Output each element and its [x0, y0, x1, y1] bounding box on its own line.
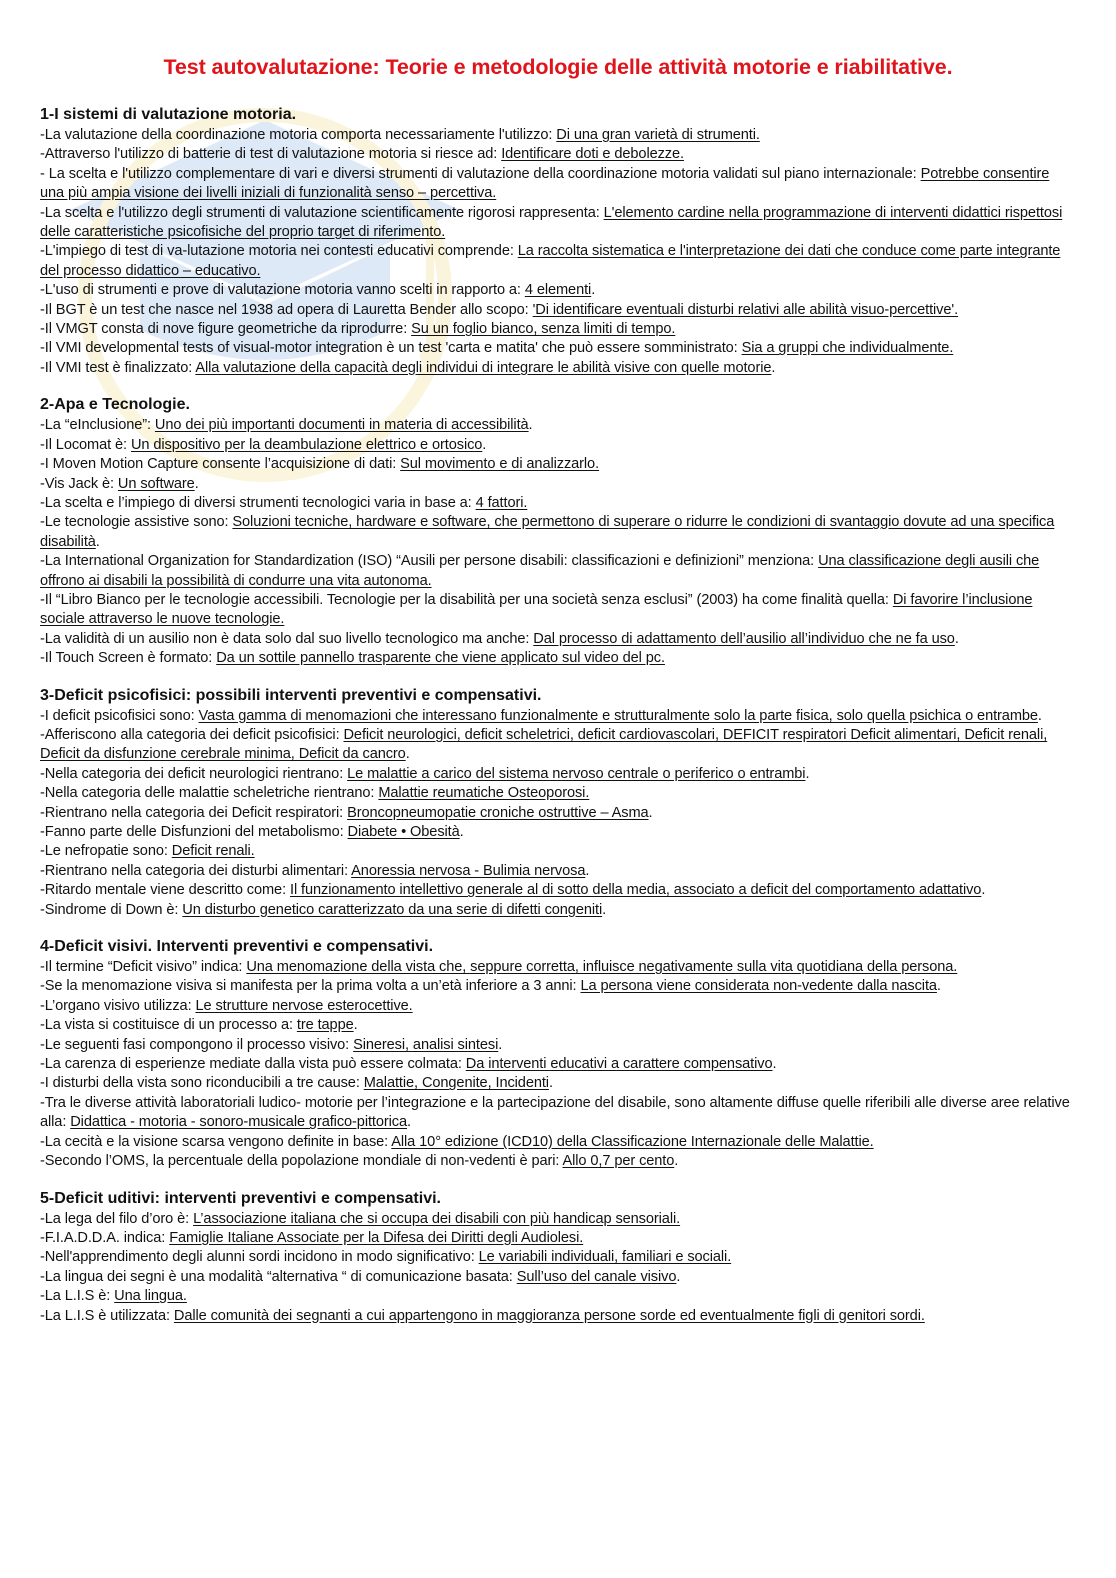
question-item — [40, 145, 1076, 164]
answer-tail: . — [405, 746, 410, 763]
question-text: -I disturbi della vista sono riconducibili a tre cause: — [40, 1075, 364, 1092]
question-text: -L'uso di strumenti e prove di valutazione motoria vanno scelti in rapporto a: — [40, 282, 525, 299]
answer-tail: . — [772, 1056, 777, 1073]
question-text: -Nell'apprendimento degli alunni sordi incidono in modo significativo: — [40, 1249, 479, 1266]
question-item — [40, 958, 1076, 977]
answer-text: tre tappe — [296, 1017, 354, 1034]
question-text: -Secondo l’OMS, la percentuale della popolazione mondiale di non-vedenti è pari: — [40, 1153, 563, 1170]
question-text: -Le nefropatie sono: — [40, 843, 172, 860]
question-text: -Tra le diverse attività laboratoriali ludico- motorie per l’integrazione e la partecipazione del disabile, sono altamente diffuse quelle riferibili alle diverse aree relative alla: — [40, 1094, 1070, 1131]
question-item — [40, 977, 1076, 996]
question-item — [40, 1055, 1076, 1074]
question-item — [40, 436, 1076, 455]
question-item — [40, 455, 1076, 474]
answer-tail: . — [353, 1017, 358, 1034]
question-item — [40, 320, 1076, 339]
answer-tail: . — [482, 436, 487, 453]
question-item — [40, 1133, 1076, 1152]
question-item — [40, 842, 1076, 861]
question-item — [40, 281, 1076, 300]
section — [40, 937, 1076, 1171]
answer-tail: . — [407, 1114, 411, 1131]
question-text: -La vista si costituisce di un processo a: — [40, 1017, 297, 1034]
answer-text: Un dispositivo per la deambulazione elettrico e ortosico — [130, 436, 483, 453]
question-text: -Il VMGT consta di nove figure geometriche da riprodurre: — [40, 321, 412, 338]
question-text: -Il Locomat è: — [40, 436, 131, 453]
answer-text: La persona viene considerata non-vedente dalla nascita — [580, 978, 937, 995]
answer-text: Didattica - motoria - sonoro-musicale grafico-pittorica — [70, 1114, 407, 1131]
answer-text: Da un sottile pannello trasparente che viene applicato sul video del pc. — [216, 650, 665, 667]
answer-text: Il funzionamento intellettivo generale al di sotto della media, associato a deficit del comportamento adattativo — [289, 882, 982, 899]
answer-text: Alla valutazione della capacità degli individui di integrare le abilità visive con quelle motorie — [195, 359, 772, 376]
question-item — [40, 339, 1076, 358]
question-item — [40, 1268, 1076, 1287]
question-text: -Sindrome di Down è: — [40, 901, 183, 918]
question-text: -La “eInclusione”: — [40, 417, 155, 434]
question-item — [40, 1152, 1076, 1171]
answer-text: Sull’uso del canale visivo — [516, 1268, 677, 1285]
answer-text: Un disturbo genetico caratterizzato da una serie di difetti congeniti — [182, 901, 603, 918]
question-item — [40, 707, 1076, 726]
question-item — [40, 901, 1076, 920]
question-text: -Le tecnologie assistive sono: — [40, 514, 233, 531]
question-text: -Il Touch Screen è formato: — [40, 650, 217, 667]
answer-text: Uno dei più importanti documenti in materia di accessibilità — [154, 417, 529, 434]
question-text: -La International Organization for Standardization (ISO) “Ausili per persone disabili: classificazioni e definizioni” menziona: — [40, 553, 819, 570]
question-item — [40, 126, 1076, 145]
answer-tail: . — [591, 282, 596, 299]
answer-text: Sia a gruppi che individualmente. — [741, 340, 954, 357]
document-title: Test autovalutazione: Teorie e metodologie delle attività motorie e riabilitative. — [163, 55, 953, 79]
answer-text: Una lingua. — [114, 1288, 187, 1305]
answer-text: Sul movimento e di analizzarlo. — [400, 456, 600, 473]
question-text: -Ritardo mentale viene descritto come: — [40, 882, 290, 899]
question-text: -L'impiego di test di va-lutazione motoria nei contesti educativi comprende: — [40, 243, 518, 260]
question-text: -Il termine “Deficit visivo” indica: — [40, 959, 247, 976]
answer-tail: . — [1037, 707, 1042, 724]
question-text: -Vis Jack è: — [40, 475, 118, 492]
question-item — [40, 804, 1076, 823]
question-text: -I deficit psicofisici sono: — [40, 707, 199, 724]
answer-text: La raccolta sistematica e l'interpretazione dei dati che conduce come parte integrante del processo didattico – educativo. — [40, 243, 1061, 279]
question-text: -La scelta e l’impiego di diversi strumenti tecnologici varia in base a: — [40, 494, 476, 511]
question-text: -La validità di un ausilio non è data solo dal suo livello tecnologico ma anche: — [40, 630, 534, 647]
question-text: - La scelta e l'utilizzo complementare di vari e diversi strumenti di valutazione della coordinazione motoria validati sul piano internazionale: — [40, 165, 921, 182]
question-item — [40, 416, 1076, 435]
answer-text: Broncopneumopatie croniche ostruttive – Asma — [347, 804, 649, 821]
answer-text: Di favorire l’inclusione sociale attraverso le nuove tecnologie. — [40, 591, 1033, 628]
question-item — [40, 823, 1076, 842]
answer-text: Potrebbe consentire una più ampia visione dei livelli iniziali di funzionalità senso – percettiva. — [40, 165, 1050, 202]
question-text: -Se la menomazione visiva si manifesta per la prima volta a un’età inferiore a 3 anni: — [40, 978, 581, 995]
answer-text: Su un foglio bianco, senza limiti di tempo. — [411, 321, 676, 338]
question-item — [40, 204, 1076, 243]
answer-tail: . — [95, 533, 100, 550]
question-text: -La cecità e la visione scarsa vengono definite in base: — [40, 1133, 392, 1150]
question-text: -La valutazione della coordinazione motoria comporta necessariamente l'utilizzo: — [40, 127, 557, 143]
question-text: -Il “Libro Bianco per le tecnologie accessibili. Tecnologie per la disabilità per una società senza esclusi” (2003) ha come finalità quella: — [40, 591, 893, 608]
answer-text: Una menomazione della vista che, seppure corretta, influisce negativamente sulla vita quotidiana della persona. — [246, 959, 958, 976]
question-item — [40, 552, 1076, 591]
answer-tail: . — [194, 475, 199, 492]
question-item — [40, 1074, 1076, 1093]
question-text: -I Moven Motion Capture consente l’acquisizione di dati: — [40, 456, 401, 473]
question-text: -La lega del filo d’oro è: — [40, 1210, 194, 1227]
answer-text: Deficit neurologici, deficit scheletrici, deficit cardiovascolari, DEFICIT respiratori Deficit alimentari, Deficit renali, Deficit da disfunzione cerebrale minima, Deficit da cancro — [40, 726, 1048, 763]
answer-text: Una classificazione degli ausili che offrono ai disabili la possibilità di condurre una vita autonoma. — [40, 553, 1040, 589]
question-text: -La L.I.S è utilizzata: — [40, 1307, 174, 1324]
question-item — [40, 359, 1076, 378]
question-item — [40, 165, 1076, 204]
answer-tail: . — [498, 1036, 503, 1053]
question-text: -Fanno parte delle Disfunzioni del metabolismo: — [40, 824, 348, 840]
answer-tail: . — [771, 359, 776, 376]
question-item — [40, 242, 1076, 281]
question-item — [40, 1307, 1076, 1326]
answer-tail: . — [528, 417, 533, 434]
question-item — [40, 1016, 1076, 1035]
question-item — [40, 881, 1076, 900]
answer-text: Le strutture nervose esterocettive. — [195, 997, 413, 1014]
answer-text: Da interventi educativi a carattere compensativo — [465, 1056, 773, 1073]
question-item — [40, 494, 1076, 513]
question-item — [40, 726, 1076, 765]
question-text: -Nella categoria delle malattie scheletriche rientrano: — [40, 785, 379, 802]
answer-tail: . — [548, 1075, 553, 1092]
section — [40, 686, 1076, 920]
question-text: -Rientrano nella categoria dei Deficit respiratori: — [40, 804, 348, 821]
section — [40, 1189, 1076, 1326]
question-text: -Nella categoria dei deficit neurologici rientrano: — [40, 765, 348, 782]
question-text: -La L.I.S è: — [40, 1288, 115, 1305]
question-text: -Le seguenti fasi compongono il processo visivo: — [40, 1036, 354, 1053]
answer-tail: . — [602, 901, 607, 918]
section-heading: 5-Deficit uditivi: interventi preventivi e compensativi. — [40, 1189, 441, 1207]
answer-text: Vasta gamma di menomazioni che interessano funzionalmente e strutturalmente solo la parte fisica, solo quella psichica o entrambe — [198, 707, 1038, 724]
answer-text: Dal processo di adattamento dell’ausilio all’individuo che ne fa uso — [533, 630, 955, 647]
answer-tail: . — [981, 882, 986, 899]
answer-text: Deficit renali. — [171, 843, 255, 860]
answer-text: 4 elementi — [524, 282, 592, 299]
question-item — [40, 1229, 1076, 1248]
answer-tail: . — [585, 862, 590, 879]
question-item — [40, 1210, 1076, 1229]
answer-text: Malattie reumatiche Osteoporosi. — [378, 785, 590, 802]
answer-text: Le variabili individuali, familiari e sociali. — [478, 1249, 732, 1266]
answer-text: Alla 10° edizione (ICD10) della Classificazione Internazionale delle Malattie. — [391, 1133, 874, 1150]
section-heading: 1-I sistemi di valutazione motoria. — [40, 106, 297, 123]
section — [40, 395, 1076, 668]
answer-tail: . — [676, 1268, 681, 1285]
answer-tail: . — [674, 1153, 679, 1170]
question-item — [40, 591, 1076, 630]
answer-text: L'elemento cardine nella programmazione di interventi didattici rispettosi delle caratteristiche psicofisiche del proprio target di riferimento. — [40, 204, 1063, 241]
question-text: -Attraverso l'utilizzo di batterie di test di valutazione motoria si riesce ad: — [40, 146, 502, 163]
answer-text: Di una gran varietà di strumenti. — [556, 127, 760, 143]
section-heading: 2-Apa e Tecnologie. — [40, 396, 190, 414]
question-text: -Il VMI developmental tests of visual-motor integration è un test 'carta e matita' che può essere somministrato: — [40, 340, 742, 357]
question-item — [40, 475, 1076, 494]
answer-text: 4 fattori. — [475, 494, 528, 511]
question-item — [40, 784, 1076, 803]
question-item — [40, 1094, 1076, 1133]
question-text: -L’organo visivo utilizza: — [40, 997, 196, 1014]
answer-tail: . — [459, 824, 464, 840]
answer-tail: . — [954, 630, 959, 647]
document-content — [40, 105, 1076, 1343]
question-text: -La lingua dei segni è una modalità “alternativa “ di comunicazione basata: — [40, 1268, 517, 1285]
section-heading: 3-Deficit psicofisici: possibili interventi preventivi e compensativi. — [40, 686, 542, 704]
question-item — [40, 765, 1076, 784]
answer-text: Un software — [117, 475, 195, 492]
question-item — [40, 997, 1076, 1016]
section — [40, 105, 1076, 378]
question-text: -Il BGT è un test che nasce nel 1938 ad opera di Lauretta Bender allo scopo: — [40, 301, 533, 318]
answer-text: Soluzioni tecniche, hardware e software, che permettono di superare o ridurre le condizioni di svantaggio dovute ad una specifica disabilità — [40, 514, 1055, 550]
answer-text: Dalle comunità dei segnanti a cui appartengono in maggioranza persone sorde ed eventualmente figli di genitori sordi. — [173, 1307, 925, 1324]
question-item — [40, 1287, 1076, 1306]
answer-tail: . — [648, 804, 653, 821]
answer-text: Malattie, Congenite, Incidenti — [363, 1075, 549, 1092]
question-text: -Rientrano nella categoria dei disturbi alimentari: — [40, 862, 352, 879]
answer-tail: . — [936, 978, 941, 995]
section-heading: 4-Deficit visivi. Interventi preventivi e compensativi. — [40, 938, 434, 956]
answer-text: L’associazione italiana che si occupa dei disabili con più handicap sensoriali. — [193, 1210, 681, 1227]
question-text: -La carenza di esperienze mediate dalla vista può essere colmata: — [40, 1056, 466, 1073]
question-item — [40, 513, 1076, 552]
question-item — [40, 862, 1076, 881]
question-text: -Afferiscono alla categoria dei deficit psicofisici: — [40, 726, 344, 743]
answer-text: 'Di identificare eventuali disturbi relativi alle abilità visuo-percettive'. — [532, 301, 959, 318]
answer-text: Allo 0,7 per cento — [562, 1153, 675, 1170]
answer-tail: . — [805, 765, 810, 782]
answer-text: Famiglie Italiane Associate per la Difesa dei Diritti degli Audiolesi. — [169, 1229, 584, 1246]
question-item — [40, 301, 1076, 320]
question-item — [40, 1248, 1076, 1267]
question-item — [40, 1036, 1076, 1055]
question-item — [40, 630, 1076, 649]
question-text: -La scelta e l'utilizzo degli strumenti di valutazione scientificamente rigorosi rappresenta: — [40, 204, 604, 221]
answer-text: Sineresi, analisi sintesi — [353, 1036, 499, 1053]
answer-text: Anoressia nervosa - Bulimia nervosa — [351, 862, 586, 879]
answer-text: Le malattie a carico del sistema nervoso centrale o periferico o entrambi — [347, 765, 806, 782]
answer-text: Identificare doti e debolezze. — [501, 146, 684, 163]
answer-text: Diabete • Obesità — [347, 824, 460, 840]
question-text: -F.I.A.D.D.A. indica: — [40, 1229, 170, 1246]
question-item — [40, 649, 1076, 668]
question-text: -Il VMI test è finalizzato: — [40, 359, 196, 376]
